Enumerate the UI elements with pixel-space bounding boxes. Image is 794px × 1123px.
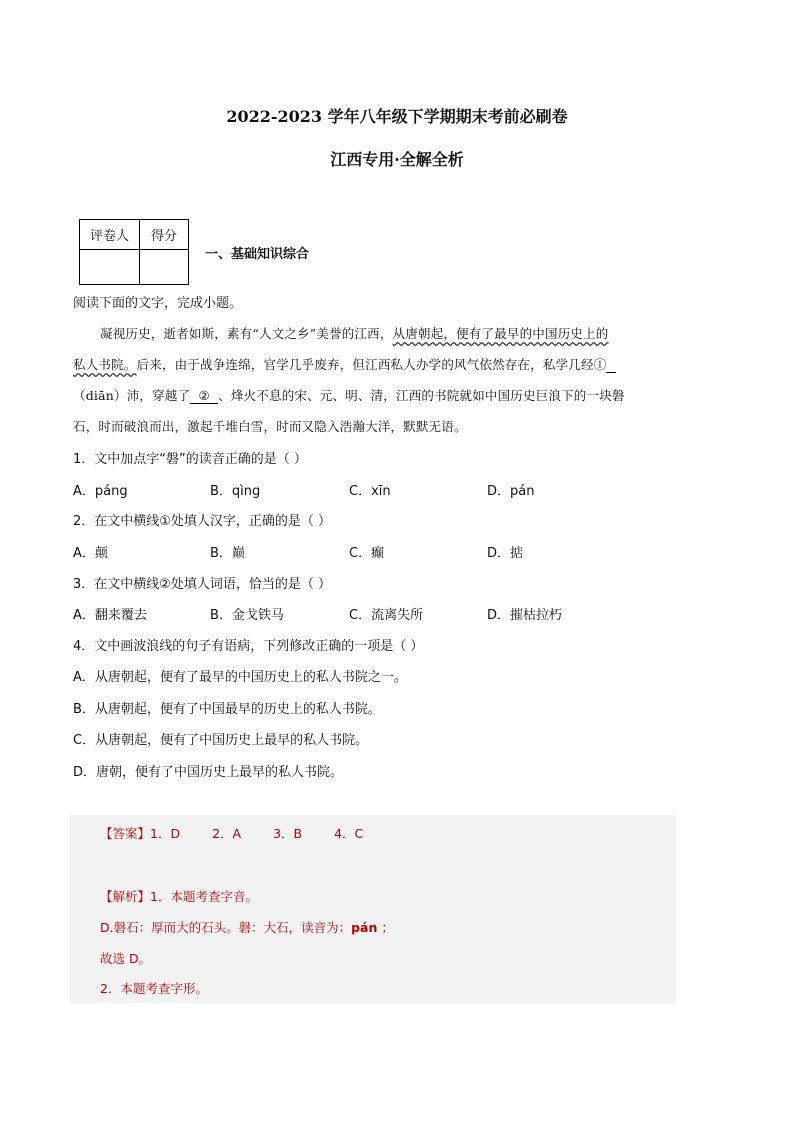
wavy-sentence: 从唐朝起，便有了最早的中国历史上的 xyxy=(392,326,609,341)
blank-1 xyxy=(606,357,616,373)
analysis-line-3: 故选 D。 xyxy=(100,951,152,966)
answer-box xyxy=(70,815,676,1003)
q2-option-c: C．癫 xyxy=(349,546,385,561)
passage-text: （diān）沛，穿越了 xyxy=(73,388,191,403)
page-title: 2022-2023 学年八年级下学期期末考前必刷卷 xyxy=(226,107,568,126)
question-3-stem: 3．在文中横线②处填人词语，恰当的是（ ） xyxy=(73,577,332,592)
question-1-stem: 1．文中加点字“磐”的读音正确的是（ ） xyxy=(73,452,307,467)
q1-option-c: C．xīn xyxy=(349,484,391,499)
answer-label: 【答案】 xyxy=(100,826,151,841)
answer-3: 3．B xyxy=(273,826,303,841)
passage-line-4: 石，时而破浪而出，激起千堆白雪，时而又隐入浩瀚大洋，默默无语。 xyxy=(73,419,467,434)
q1-option-b: B．qìng xyxy=(210,484,261,499)
score-cell xyxy=(140,250,189,285)
question-2-stem: 2．在文中横线①处填人汉字，正确的是（ ） xyxy=(73,514,332,529)
q4-option-d: D．唐朝，便有了中国历史上最早的私人书院。 xyxy=(73,765,344,780)
grader-cell xyxy=(80,250,140,285)
q1-option-a: A．páng xyxy=(73,484,128,499)
analysis-line-4: 2．本题考查字形。 xyxy=(100,981,208,996)
q3-option-d: D．摧枯拉朽 xyxy=(487,608,563,623)
q3-option-a: A．翻来覆去 xyxy=(73,608,147,623)
wavy-sentence-end: 私人书院。 xyxy=(73,357,137,372)
blank-2: ② xyxy=(190,388,218,404)
analysis-pinyin: pán xyxy=(351,920,378,935)
passage-text: 凝视历史，逝者如斯，素有“人文之乡”美誉的江西， xyxy=(100,326,393,341)
section-title: 一、基础知识综合 xyxy=(205,247,310,262)
analysis-text: ； xyxy=(381,920,394,935)
analysis-line-2 xyxy=(100,918,394,936)
q2-option-d: D．掂 xyxy=(487,546,524,561)
passage-line-2 xyxy=(73,355,616,373)
instruction: 阅读下面的文字，完成小题。 xyxy=(73,296,243,311)
page-subtitle: 江西专用·全解全析 xyxy=(330,150,464,169)
analysis-text: 1．本题考查字音。 xyxy=(150,889,258,904)
q2-option-b: B．巅 xyxy=(210,546,245,561)
passage-line-1 xyxy=(100,324,609,342)
analysis-label: 【解析】 xyxy=(100,889,151,904)
grader-table xyxy=(79,219,189,285)
passage-line-3 xyxy=(73,386,625,404)
q3-option-c: C．流离失所 xyxy=(349,608,424,623)
analysis-line-1 xyxy=(100,887,258,905)
analysis-text: D.磐石：厚而大的石头。磐：大石，读音为： xyxy=(100,920,352,935)
q4-option-c: C．从唐朝起，便有了中国历史上最早的私人书院。 xyxy=(73,733,369,748)
passage-text: 、烽火不息的宋、元、明、清，江西的书院就如中国历史巨浪下的一块磐 xyxy=(218,388,625,403)
q4-option-a: A．从唐朝起，便有了最早的中国历史上的私人书院之一。 xyxy=(73,670,407,685)
q4-option-b: B．从唐朝起，便有了中国最早的历史上的私人书院。 xyxy=(73,702,381,717)
passage-text: 后来，由于战争连绵，官学几乎废弃，但江西私人办学的风气依然存在，私学几经① xyxy=(136,357,607,372)
answer-4: 4．C xyxy=(334,826,364,841)
answer-line xyxy=(100,824,363,842)
q1-option-d: D．pán xyxy=(487,484,535,499)
answer-1: 1．D xyxy=(150,826,181,841)
answer-2: 2．A xyxy=(212,826,242,841)
score-header: 得分 xyxy=(140,220,189,250)
q2-option-a: A．颠 xyxy=(73,546,108,561)
q3-option-b: B．金戈铁马 xyxy=(210,608,284,623)
grader-header: 评卷人 xyxy=(80,220,140,250)
question-4-stem: 4．文中画波浪线的句子有语病，下列修改正确的一项是（ ） xyxy=(73,639,424,654)
